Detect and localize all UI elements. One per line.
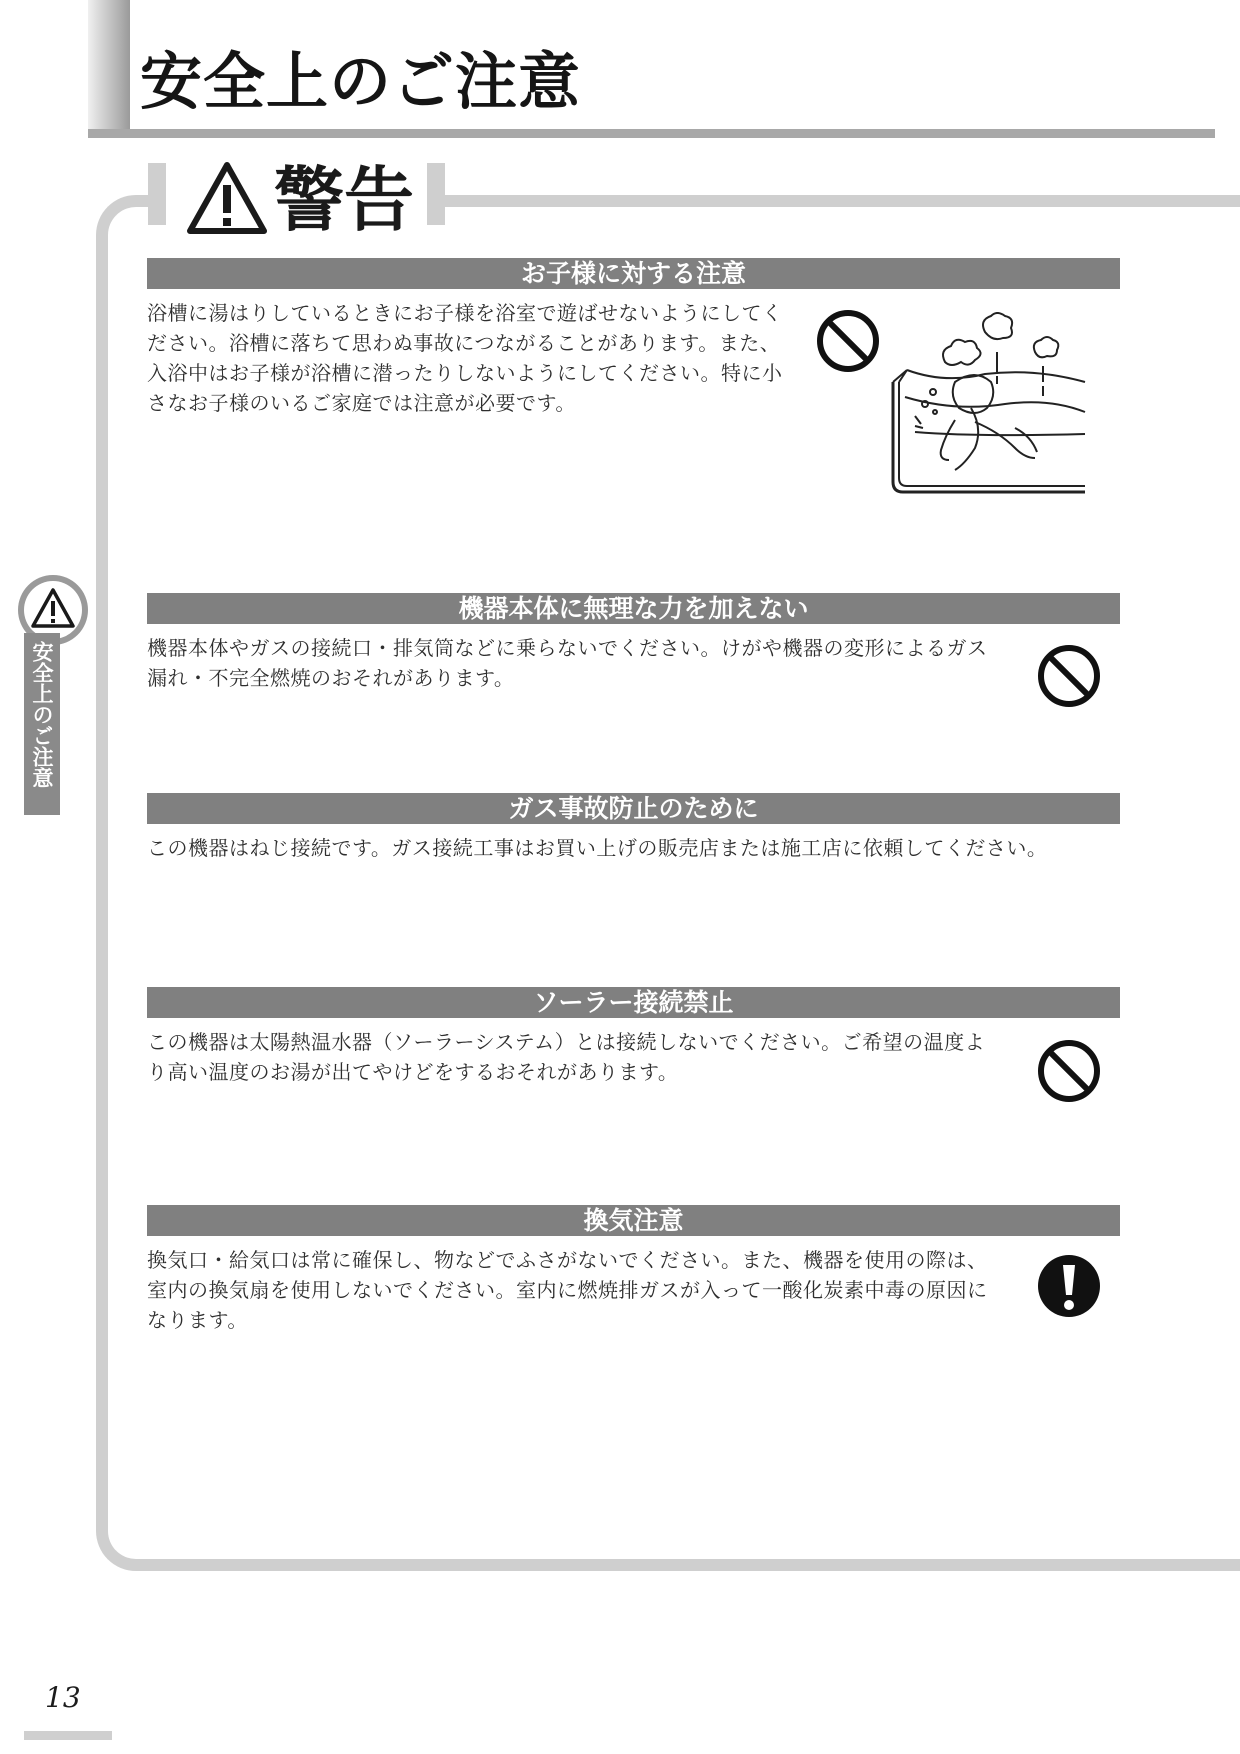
body-line: ださい。浴槽に落ちて思わぬ事故につながることがあります。また、 [147, 331, 781, 355]
body-line: なります。 [147, 1308, 248, 1332]
section-body-ventilation [147, 1245, 988, 1335]
mandatory-exclamation-icon [1036, 1253, 1102, 1323]
page-title: 安全上のご注意 [140, 45, 582, 118]
side-index-tab [18, 575, 88, 815]
warning-bracket-left [148, 163, 166, 225]
body-line: さなお子様のいるご家庭では注意が必要です。 [147, 391, 576, 415]
title-underline [88, 129, 1215, 138]
section-heading-child-caution: お子様に対する注意 [147, 258, 1120, 289]
side-tab-icon-holder [24, 581, 82, 639]
page-number: 13 [45, 1681, 81, 1714]
prohibited-icon [1036, 1038, 1102, 1108]
section-heading-ventilation: 換気注意 [147, 1205, 1120, 1236]
body-line: 機器本体やガスの接続口・排気筒などに乗らないでください。けがや機器の変形によるガス [147, 636, 988, 660]
warning-bracket-right [427, 163, 445, 225]
warning-triangle-icon [30, 587, 76, 633]
section-body-no-force [147, 633, 988, 693]
section-body-child-caution [147, 298, 783, 418]
body-line: り高い温度のお湯が出てやけどをするおそれがあります。 [147, 1060, 679, 1084]
section-body-gas-accident [147, 833, 1047, 863]
section-body-solar [147, 1027, 985, 1087]
child-in-bathtub-illustration [885, 312, 1090, 501]
body-line: 浴槽に湯はりしているときにお子様を浴室で遊ばせないようにしてく [147, 301, 783, 325]
prohibited-icon [815, 308, 881, 378]
warning-label: 警告 [274, 159, 414, 241]
body-line: 室内の換気扇を使用しないでください。室内に燃焼排ガスが入って一酸化炭素中毒の原因に [147, 1278, 988, 1302]
side-tab-label: 安全上のご注意 [24, 633, 60, 815]
warning-heading [186, 160, 414, 240]
body-line: この機器は太陽熱温水器（ソーラーシステム）とは接続しないでください。ご希望の温度よ [147, 1030, 986, 1054]
page-number-rule [24, 1731, 112, 1740]
section-heading-no-force: 機器本体に無理な力を加えない [147, 593, 1120, 624]
title-gradient-block [88, 0, 130, 138]
section-heading-gas-accident: ガス事故防止のために [147, 793, 1120, 824]
body-line: 入浴中はお子様が浴槽に潜ったりしないようにしてください。特に小 [147, 361, 783, 385]
warning-triangle-icon [186, 161, 268, 239]
section-heading-solar: ソーラー接続禁止 [147, 987, 1120, 1018]
body-line: この機器はねじ接続です。ガス接続工事はお買い上げの販売店または施工店に依頼してください。 [147, 836, 1048, 860]
body-line: 漏れ・不完全燃焼のおそれがあります。 [147, 666, 515, 690]
body-line: 換気口・給気口は常に確保し、物などでふさがないでください。また、機器を使用の際は、 [147, 1248, 988, 1272]
prohibited-icon [1036, 643, 1102, 713]
